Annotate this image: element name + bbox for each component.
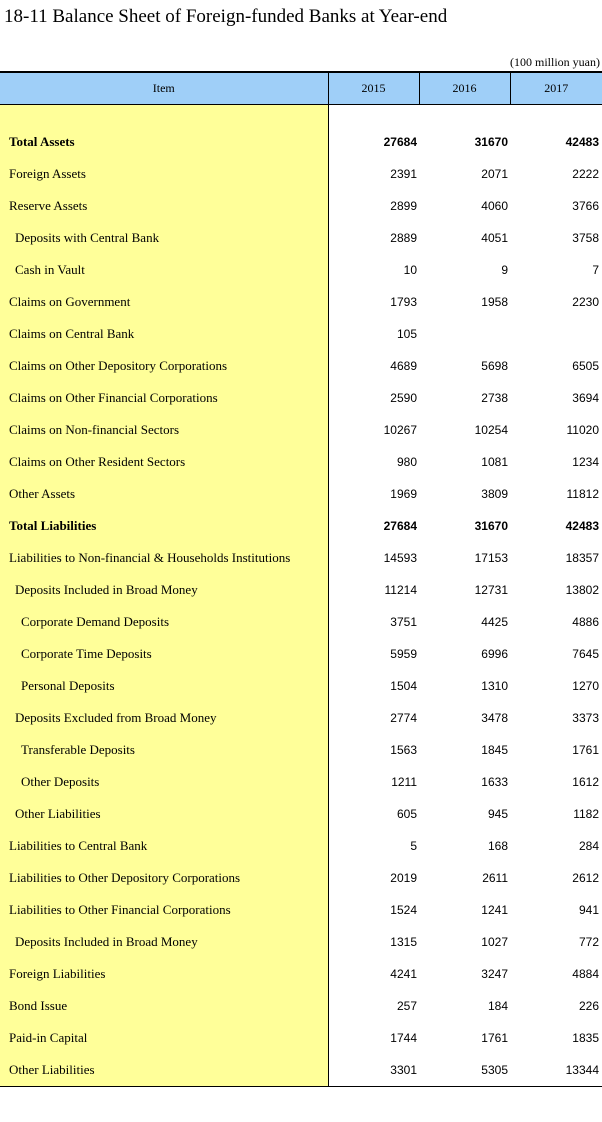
cell-value-2017: 3758 (572, 231, 599, 245)
cell-value-2015: 2774 (390, 711, 417, 725)
table-row (0, 670, 602, 702)
row-label: Claims on Other Financial Corporations (0, 382, 328, 414)
cell-value-2016: 945 (487, 807, 508, 821)
cell-value-2017: 3373 (572, 711, 599, 725)
cell-value-2017: 18357 (565, 551, 599, 565)
row-label: Personal Deposits (0, 670, 328, 702)
cell-value-2015: 2590 (390, 391, 417, 405)
row-label: Liabilities to Central Bank (0, 830, 328, 862)
table-row (0, 158, 602, 190)
cell-value-2016: 3478 (481, 711, 508, 725)
row-label: Liabilities to Other Financial Corporations (0, 894, 328, 926)
table-row (0, 926, 602, 958)
cell-value-2015: 1744 (390, 1031, 417, 1045)
cell-value-2015: 2019 (390, 871, 417, 885)
column-header-year: 2016 (419, 72, 510, 105)
cell-value-2017: 7645 (572, 647, 599, 661)
table-row (0, 638, 602, 670)
cell-value-2015: 27684 (383, 135, 417, 149)
table-row (0, 734, 602, 766)
unit-note: (100 million yuan) (510, 55, 600, 69)
cell-value-2017: 13802 (565, 583, 599, 597)
cell-value-2015: 1504 (390, 679, 417, 693)
row-label: Claims on Central Bank (0, 318, 328, 350)
header-row (0, 72, 602, 105)
cell-value-2015: 257 (396, 999, 417, 1013)
cell-value-2016: 3809 (481, 487, 508, 501)
cell-value-2015: 5 (410, 839, 417, 853)
row-label: Other Assets (0, 478, 328, 510)
row-label: Bond Issue (0, 990, 328, 1022)
cell-value-2015: 1563 (390, 743, 417, 757)
cell-value-2016: 2071 (481, 167, 508, 181)
table-row (0, 990, 602, 1022)
row-label: Paid-in Capital (0, 1022, 328, 1054)
cell-value-2017: 1270 (572, 679, 599, 693)
cell-value-2015: 2889 (390, 231, 417, 245)
cell-value-2015: 1315 (390, 935, 417, 949)
table-row (0, 446, 602, 478)
cell-value-2015: 27684 (383, 519, 417, 533)
cell-value-2017: 6505 (572, 359, 599, 373)
cell-value-2016: 6996 (481, 647, 508, 661)
cell-value-2016: 1845 (481, 743, 508, 757)
cell-value-2017: 3766 (572, 199, 599, 213)
cell-value-2016 (419, 318, 510, 350)
row-label: Deposits Included in Broad Money (0, 574, 328, 606)
row-label: Other Deposits (0, 766, 328, 798)
row-label: Liabilities to Other Depository Corporations (0, 862, 328, 894)
cell-value-2016: 1761 (481, 1031, 508, 1045)
column-header-item: Item (0, 72, 328, 105)
table-row (0, 862, 602, 894)
cell-value-2017: 42483 (565, 519, 599, 533)
column-header-year: 2015 (328, 72, 419, 105)
table-row (0, 894, 602, 926)
cell-value-2017: 284 (578, 839, 599, 853)
cell-value-2017: 2222 (572, 167, 599, 181)
cell-value-2017: 11812 (566, 487, 599, 501)
spacer-row (0, 105, 602, 127)
cell-value-2016: 5698 (481, 359, 508, 373)
cell-value-2017: 4884 (572, 967, 599, 981)
row-label: Total Liabilities (0, 510, 328, 542)
table-row (0, 286, 602, 318)
table-row (0, 542, 602, 574)
row-label: Other Liabilities (0, 1054, 328, 1087)
cell-value-2016: 4425 (481, 615, 508, 629)
table-row (0, 1022, 602, 1054)
table-row (0, 254, 602, 286)
table-body (0, 105, 602, 1087)
table-row (0, 830, 602, 862)
row-label: Other Liabilities (0, 798, 328, 830)
table-header (0, 72, 602, 105)
cell-value-2015: 605 (396, 807, 417, 821)
cell-value-2015: 1969 (390, 487, 417, 501)
table-row (0, 606, 602, 638)
cell-value-2015: 3751 (390, 615, 417, 629)
table-row (0, 798, 602, 830)
row-label: Foreign Assets (0, 158, 328, 190)
cell-value-2016: 4060 (481, 199, 508, 213)
table-row (0, 574, 602, 606)
table-row (0, 1054, 602, 1087)
table-row (0, 478, 602, 510)
cell-value-2015: 980 (396, 455, 417, 469)
cell-value-2017: 1612 (572, 775, 599, 789)
row-label: Total Assets (0, 126, 328, 158)
cell-value-2015: 1211 (391, 775, 417, 789)
cell-value-2015: 14593 (383, 551, 417, 565)
cell-value-2016: 184 (487, 999, 508, 1013)
cell-value-2015: 1524 (390, 903, 417, 917)
cell-value-2016: 1027 (481, 935, 508, 949)
row-label: Claims on Other Resident Sectors (0, 446, 328, 478)
cell-value-2017: 941 (578, 903, 599, 917)
cell-value-2017: 2612 (572, 871, 599, 885)
row-label: Cash in Vault (0, 254, 328, 286)
cell-value-2015: 5959 (390, 647, 417, 661)
cell-value-2017: 13344 (510, 1054, 602, 1087)
row-label: Transferable Deposits (0, 734, 328, 766)
row-label: Deposits Excluded from Broad Money (0, 702, 328, 734)
table-row (0, 350, 602, 382)
cell-value-2015: 2899 (390, 199, 417, 213)
row-label: Foreign Liabilities (0, 958, 328, 990)
row-label: Deposits with Central Bank (0, 222, 328, 254)
cell-value-2016: 31670 (474, 519, 508, 533)
table-row (0, 318, 602, 350)
cell-value-2016: 17153 (474, 551, 508, 565)
cell-value-2016: 12731 (474, 583, 508, 597)
cell-value-2015: 105 (396, 327, 417, 341)
cell-value-2017: 4886 (572, 615, 599, 629)
row-label: Corporate Time Deposits (0, 638, 328, 670)
balance-sheet-table (0, 71, 602, 1087)
cell-value-2015: 10267 (383, 423, 417, 437)
row-label: Claims on Government (0, 286, 328, 318)
cell-value-2015: 4689 (390, 359, 417, 373)
cell-value-2016: 4051 (481, 231, 508, 245)
table-row (0, 702, 602, 734)
table-row (0, 126, 602, 158)
cell-value-2016: 9 (501, 263, 508, 277)
cell-value-2016: 1958 (481, 295, 508, 309)
table-row (0, 414, 602, 446)
cell-value-2017: 772 (578, 935, 599, 949)
row-label: Claims on Other Depository Corporations (0, 350, 328, 382)
cell-value-2017: 3694 (572, 391, 599, 405)
cell-value-2017: 1761 (572, 743, 599, 757)
cell-value-2015: 10 (403, 263, 417, 277)
cell-value-2016: 168 (487, 839, 508, 853)
cell-value-2017: 7 (592, 263, 599, 277)
cell-value-2016: 2611 (482, 871, 508, 885)
table-row (0, 510, 602, 542)
cell-value-2016: 1310 (481, 679, 508, 693)
cell-value-2017: 42483 (565, 135, 599, 149)
cell-value-2015: 2391 (390, 167, 417, 181)
cell-value-2017: 226 (578, 999, 599, 1013)
cell-value-2017 (510, 318, 602, 350)
cell-value-2016: 3247 (481, 967, 508, 981)
cell-value-2015: 1793 (390, 295, 417, 309)
cell-value-2016: 1633 (481, 775, 508, 789)
row-label: Liabilities to Non-financial & Households Institutions (0, 542, 328, 574)
cell-value-2016: 1081 (481, 455, 508, 469)
cell-value-2017: 11020 (566, 423, 599, 437)
table-row (0, 958, 602, 990)
cell-value-2016: 31670 (474, 135, 508, 149)
cell-value-2017: 1182 (573, 807, 599, 821)
cell-value-2015: 11214 (384, 583, 417, 597)
row-label: Corporate Demand Deposits (0, 606, 328, 638)
column-header-year: 2017 (510, 72, 602, 105)
cell-value-2015: 3301 (328, 1054, 419, 1087)
table-row (0, 222, 602, 254)
page-title: 18-11 Balance Sheet of Foreign-funded Banks at Year-end (4, 6, 448, 27)
cell-value-2016: 10254 (474, 423, 508, 437)
row-label: Deposits Included in Broad Money (0, 926, 328, 958)
table-row (0, 190, 602, 222)
cell-value-2015: 4241 (390, 967, 417, 981)
row-label: Reserve Assets (0, 190, 328, 222)
table-row (0, 766, 602, 798)
table-row (0, 382, 602, 414)
cell-value-2017: 1835 (572, 1031, 599, 1045)
cell-value-2016: 1241 (481, 903, 508, 917)
cell-value-2017: 2230 (572, 295, 599, 309)
row-label: Claims on Non-financial Sectors (0, 414, 328, 446)
cell-value-2016: 2738 (481, 391, 508, 405)
cell-value-2016: 5305 (419, 1054, 510, 1087)
cell-value-2017: 1234 (572, 455, 599, 469)
